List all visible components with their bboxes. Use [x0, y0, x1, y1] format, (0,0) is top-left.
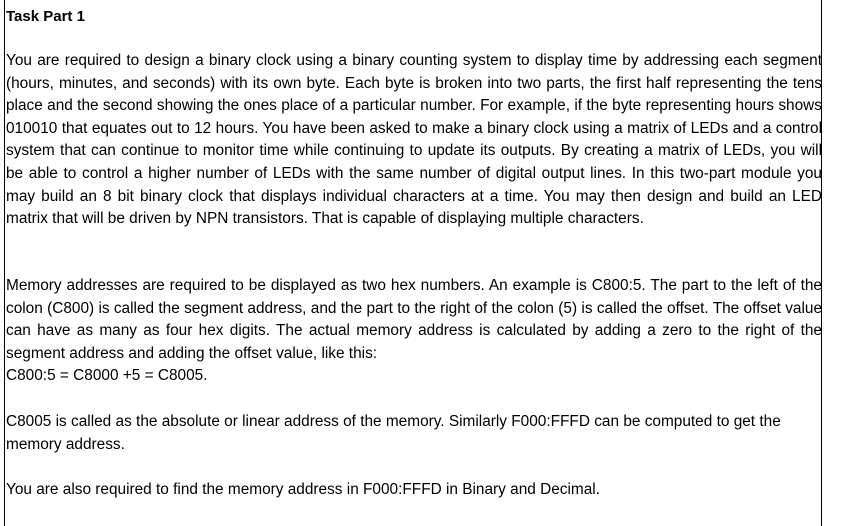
paragraph-binary-clock: You are required to design a binary clock using a binary counting system to display time by addressing each segment (hours, minutes, and seconds) with its own byte. Each byte is broken into two parts, the first half representing the tens place and the second showing the ones place of a particular number. For example, if the byte representing hours shows 010010 that equates out to 12 hours. You have been asked to make a binary clock using a matrix of LEDs and a control system that can continue to monitor time while continuing to update its outputs. By creating a matrix of LEDs, you will be able to control a higher number of LEDs with the same number of digital output lines. In this two-part module you may build an 8 bit binary clock that displays individual characters at a time. You may then design and build an LED matrix that will be driven by NPN transistors. That is capable of displaying multiple characters. [6, 52, 822, 228]
memory-address-explanation: Memory addresses are required to be displayed as two hex numbers. An example is C800:5. The part to the left of the colon (C800) is called the segment address, and the part to the right of the colon (5) is called the offset. The offset value can have as many as four hex digits. The actual memory address is calculated by adding a zero to the right of the segment address and adding the offset value, like this: [6, 277, 822, 362]
paragraph-task-instruction: You are also required to find the memory address in F000:FFFD in Binary and Decimal. [6, 481, 600, 498]
task-title: Task Part 1 [6, 8, 85, 25]
paragraph-absolute-address: C8005 is called as the absolute or linear address of the memory. Similarly F000:FFFD can be computed to get the memory address. [6, 413, 781, 453]
paragraph-memory-addresses [6, 275, 822, 388]
address-calculation-example: C800:5 = C8000 +5 = C8005. [6, 367, 208, 385]
